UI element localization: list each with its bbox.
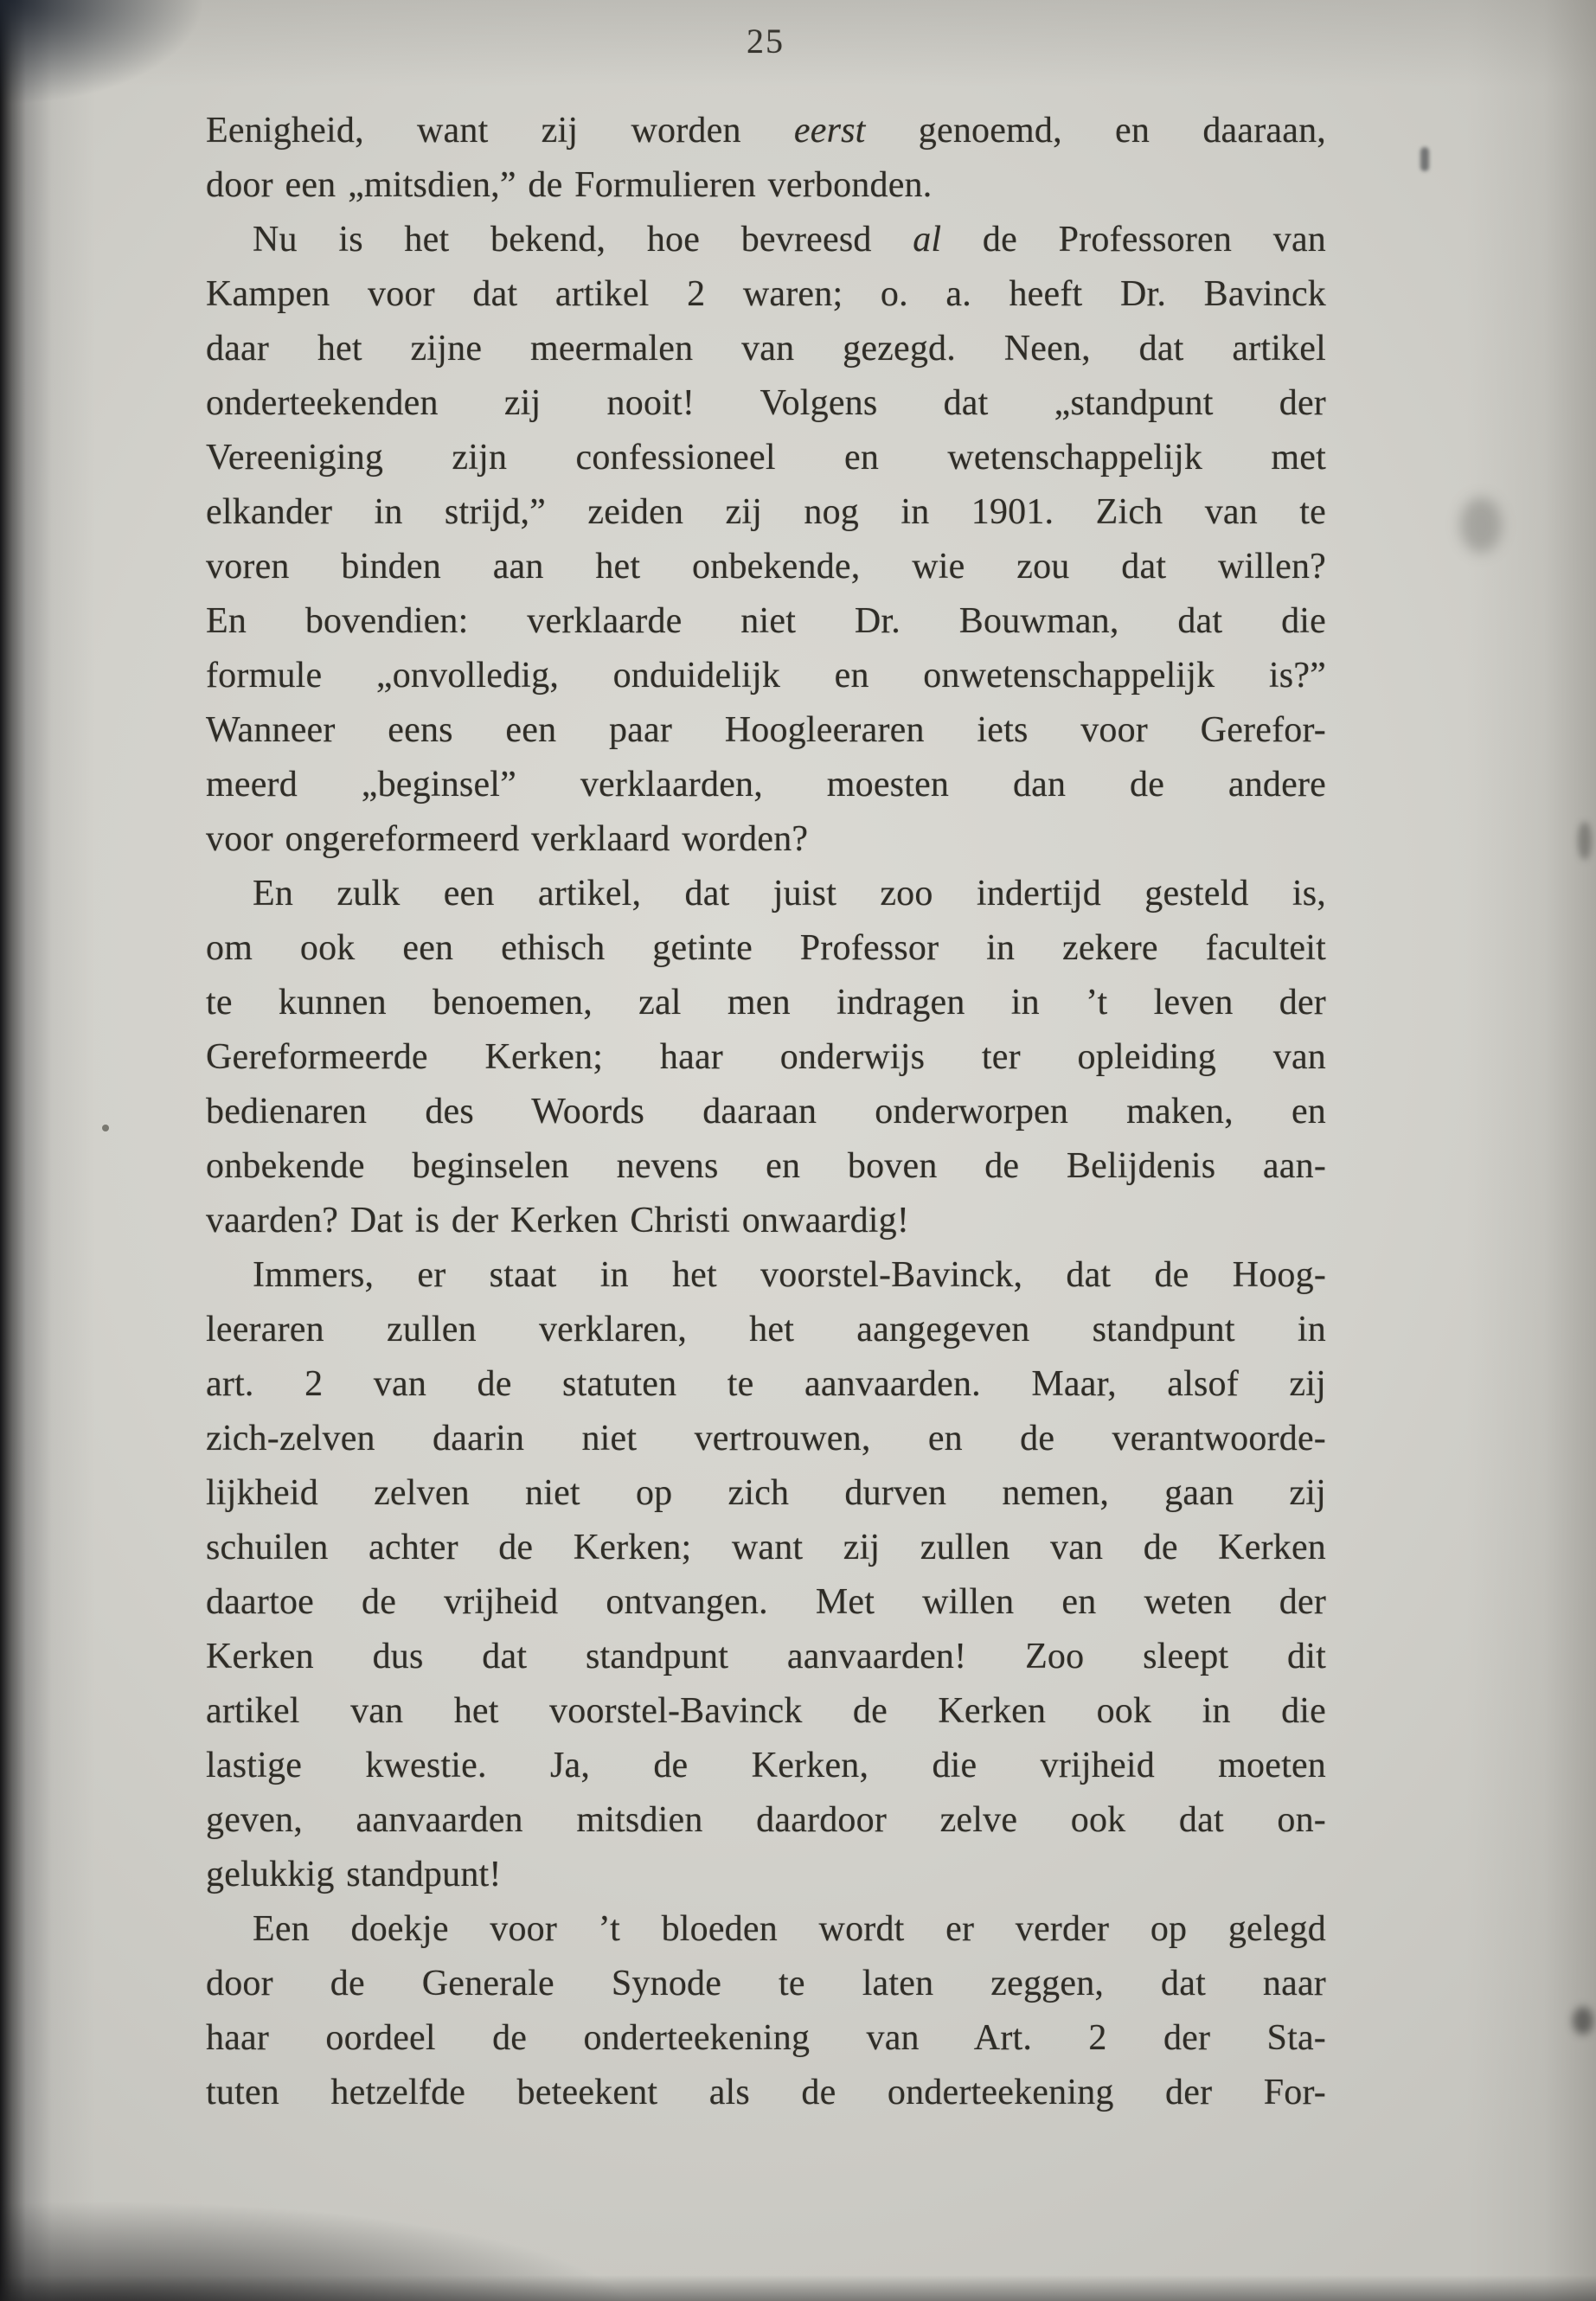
text-line bbox=[206, 1902, 1326, 1957]
text-line bbox=[206, 1466, 1326, 1521]
text-segment: om ook een ethisch getinte Professor in zekere faculteit bbox=[206, 928, 1326, 968]
text-line bbox=[206, 649, 1326, 703]
text-line bbox=[206, 1194, 1326, 1248]
text-line bbox=[206, 104, 1326, 158]
text-segment: Immers, er staat in het voorstel-Bavinck, dat de Hoog- bbox=[253, 1255, 1326, 1295]
text-segment: lastige kwestie. Ja, de Kerken, die vrijheid moeten bbox=[206, 1746, 1326, 1785]
text-segment: schuilen achter de Kerken; want zij zullen van de Kerken bbox=[206, 1528, 1326, 1567]
text-line bbox=[206, 812, 1326, 867]
text-segment: onderteekenden zij nooit! Volgens dat „standpunt der bbox=[206, 383, 1326, 423]
text-segment: onbekende beginselen nevens en boven de Belijdenis aan- bbox=[206, 1146, 1326, 1186]
text-segment: artikel van het voorstel-Bavinck de Kerken ook in die bbox=[206, 1691, 1326, 1731]
text-line bbox=[206, 1030, 1326, 1085]
text-line bbox=[206, 1957, 1326, 2011]
text-segment: meerd „beginsel” verklaarden, moesten dan de andere bbox=[206, 765, 1326, 804]
text-line bbox=[206, 1793, 1326, 1848]
text-line bbox=[206, 1303, 1326, 1357]
text-segment: al bbox=[913, 220, 942, 260]
text-segment: Wanneer eens een paar Hoogleeraren iets voor Gerefor- bbox=[206, 710, 1326, 750]
text-segment: zich-zelven daarin niet vertrouwen, en de verantwoorde- bbox=[206, 1419, 1326, 1458]
text-segment: geven, aanvaarden mitsdien daardoor zelve ook dat on- bbox=[206, 1800, 1326, 1840]
text-segment: bedienaren des Woords daaraan onderworpen maken, en bbox=[206, 1092, 1326, 1131]
text-line bbox=[206, 1848, 1326, 1902]
text-line bbox=[206, 1521, 1326, 1575]
text-segment: leeraren zullen verklaren, het aangegeven standpunt in bbox=[206, 1310, 1326, 1349]
text-segment: lijkheid zelven niet op zich durven nemen, gaan zij bbox=[206, 1473, 1326, 1513]
text-segment: genoemd, en daaraan, bbox=[865, 111, 1326, 151]
text-line bbox=[206, 1739, 1326, 1793]
text-segment: elkander in strijd,” zeiden zij nog in 1901. Zich van te bbox=[206, 492, 1326, 532]
text-line bbox=[206, 1139, 1326, 1194]
scan-artifact bbox=[102, 1125, 109, 1131]
text-segment: te kunnen benoemen, zal men indragen in ’t leven der bbox=[206, 983, 1326, 1022]
text-segment: Kerken dus dat standpunt aanvaarden! Zoo sleept dit bbox=[206, 1637, 1326, 1676]
text-line bbox=[206, 376, 1326, 431]
text-segment: voren binden aan het onbekende, wie zou dat willen? bbox=[206, 547, 1326, 586]
text-segment: En zulk een artikel, dat juist zoo indertijd gesteld is, bbox=[253, 874, 1326, 913]
text-line bbox=[206, 2066, 1326, 2120]
text-segment: art. 2 van de statuten te aanvaarden. Maar, alsof zij bbox=[206, 1364, 1326, 1404]
text-segment: haar oordeel de onderteekening van Art. 2 der Sta- bbox=[206, 2018, 1326, 2058]
text-line bbox=[206, 703, 1326, 758]
text-line bbox=[206, 322, 1326, 376]
text-line bbox=[206, 921, 1326, 976]
text-segment: vaarden? Dat is der Kerken Christi onwaardig! bbox=[206, 1201, 910, 1240]
text-segment: tuten hetzelfde beteekent als de onderteekening der For- bbox=[206, 2073, 1326, 2112]
text-line bbox=[206, 1085, 1326, 1139]
scan-artifact bbox=[1460, 497, 1502, 553]
text-block bbox=[206, 104, 1326, 2120]
text-segment: voor ongereformeerd verklaard worden? bbox=[206, 819, 809, 859]
text-segment: Nu is het bekend, hoe bevreesd bbox=[253, 220, 913, 260]
text-segment: Een doekje voor ’t bloeden wordt er verder op gelegd bbox=[253, 1909, 1326, 1949]
text-line bbox=[206, 540, 1326, 594]
text-line bbox=[206, 2011, 1326, 2066]
text-line bbox=[206, 213, 1326, 267]
text-line bbox=[206, 485, 1326, 540]
text-line bbox=[206, 1412, 1326, 1466]
text-line bbox=[206, 1248, 1326, 1303]
text-segment: Kampen voor dat artikel 2 waren; o. a. heeft Dr. Bavinck bbox=[206, 274, 1326, 314]
text-line bbox=[206, 1684, 1326, 1739]
text-segment: En bovendien: verklaarde niet Dr. Bouwman, dat die bbox=[206, 601, 1326, 641]
text-segment: eerst bbox=[793, 111, 866, 151]
scan-artifact bbox=[1578, 822, 1592, 860]
text-segment: Eenigheid, want zij worden bbox=[206, 111, 794, 151]
text-line bbox=[206, 758, 1326, 812]
text-line bbox=[206, 158, 1326, 213]
text-line bbox=[206, 267, 1326, 322]
text-line bbox=[206, 594, 1326, 649]
text-segment: Vereeniging zijn confessioneel en wetenschappelijk met bbox=[206, 438, 1326, 478]
text-segment: door een „mitsdien,” de Formulieren verbonden. bbox=[206, 165, 933, 205]
text-segment: de Professoren van bbox=[941, 220, 1326, 260]
text-segment: daartoe de vrijheid ontvangen. Met willen en weten der bbox=[206, 1582, 1326, 1622]
text-line bbox=[206, 431, 1326, 485]
page-number: 25 bbox=[747, 22, 785, 61]
text-segment: gelukkig standpunt! bbox=[206, 1855, 502, 1894]
scan-artifact bbox=[1573, 2007, 1593, 2035]
text-line bbox=[206, 976, 1326, 1030]
text-segment: daar het zijne meermalen van gezegd. Neen, dat artikel bbox=[206, 329, 1326, 369]
text-line bbox=[206, 1357, 1326, 1412]
text-segment: door de Generale Synode te laten zeggen, dat naar bbox=[206, 1964, 1326, 2003]
text-segment: formule „onvolledig, onduidelijk en onwetenschappelijk is?” bbox=[206, 656, 1326, 695]
text-line bbox=[206, 867, 1326, 921]
text-line bbox=[206, 1630, 1326, 1684]
text-segment: Gereformeerde Kerken; haar onderwijs ter opleiding van bbox=[206, 1037, 1326, 1077]
scan-artifact bbox=[1420, 147, 1429, 171]
text-line bbox=[206, 1575, 1326, 1630]
